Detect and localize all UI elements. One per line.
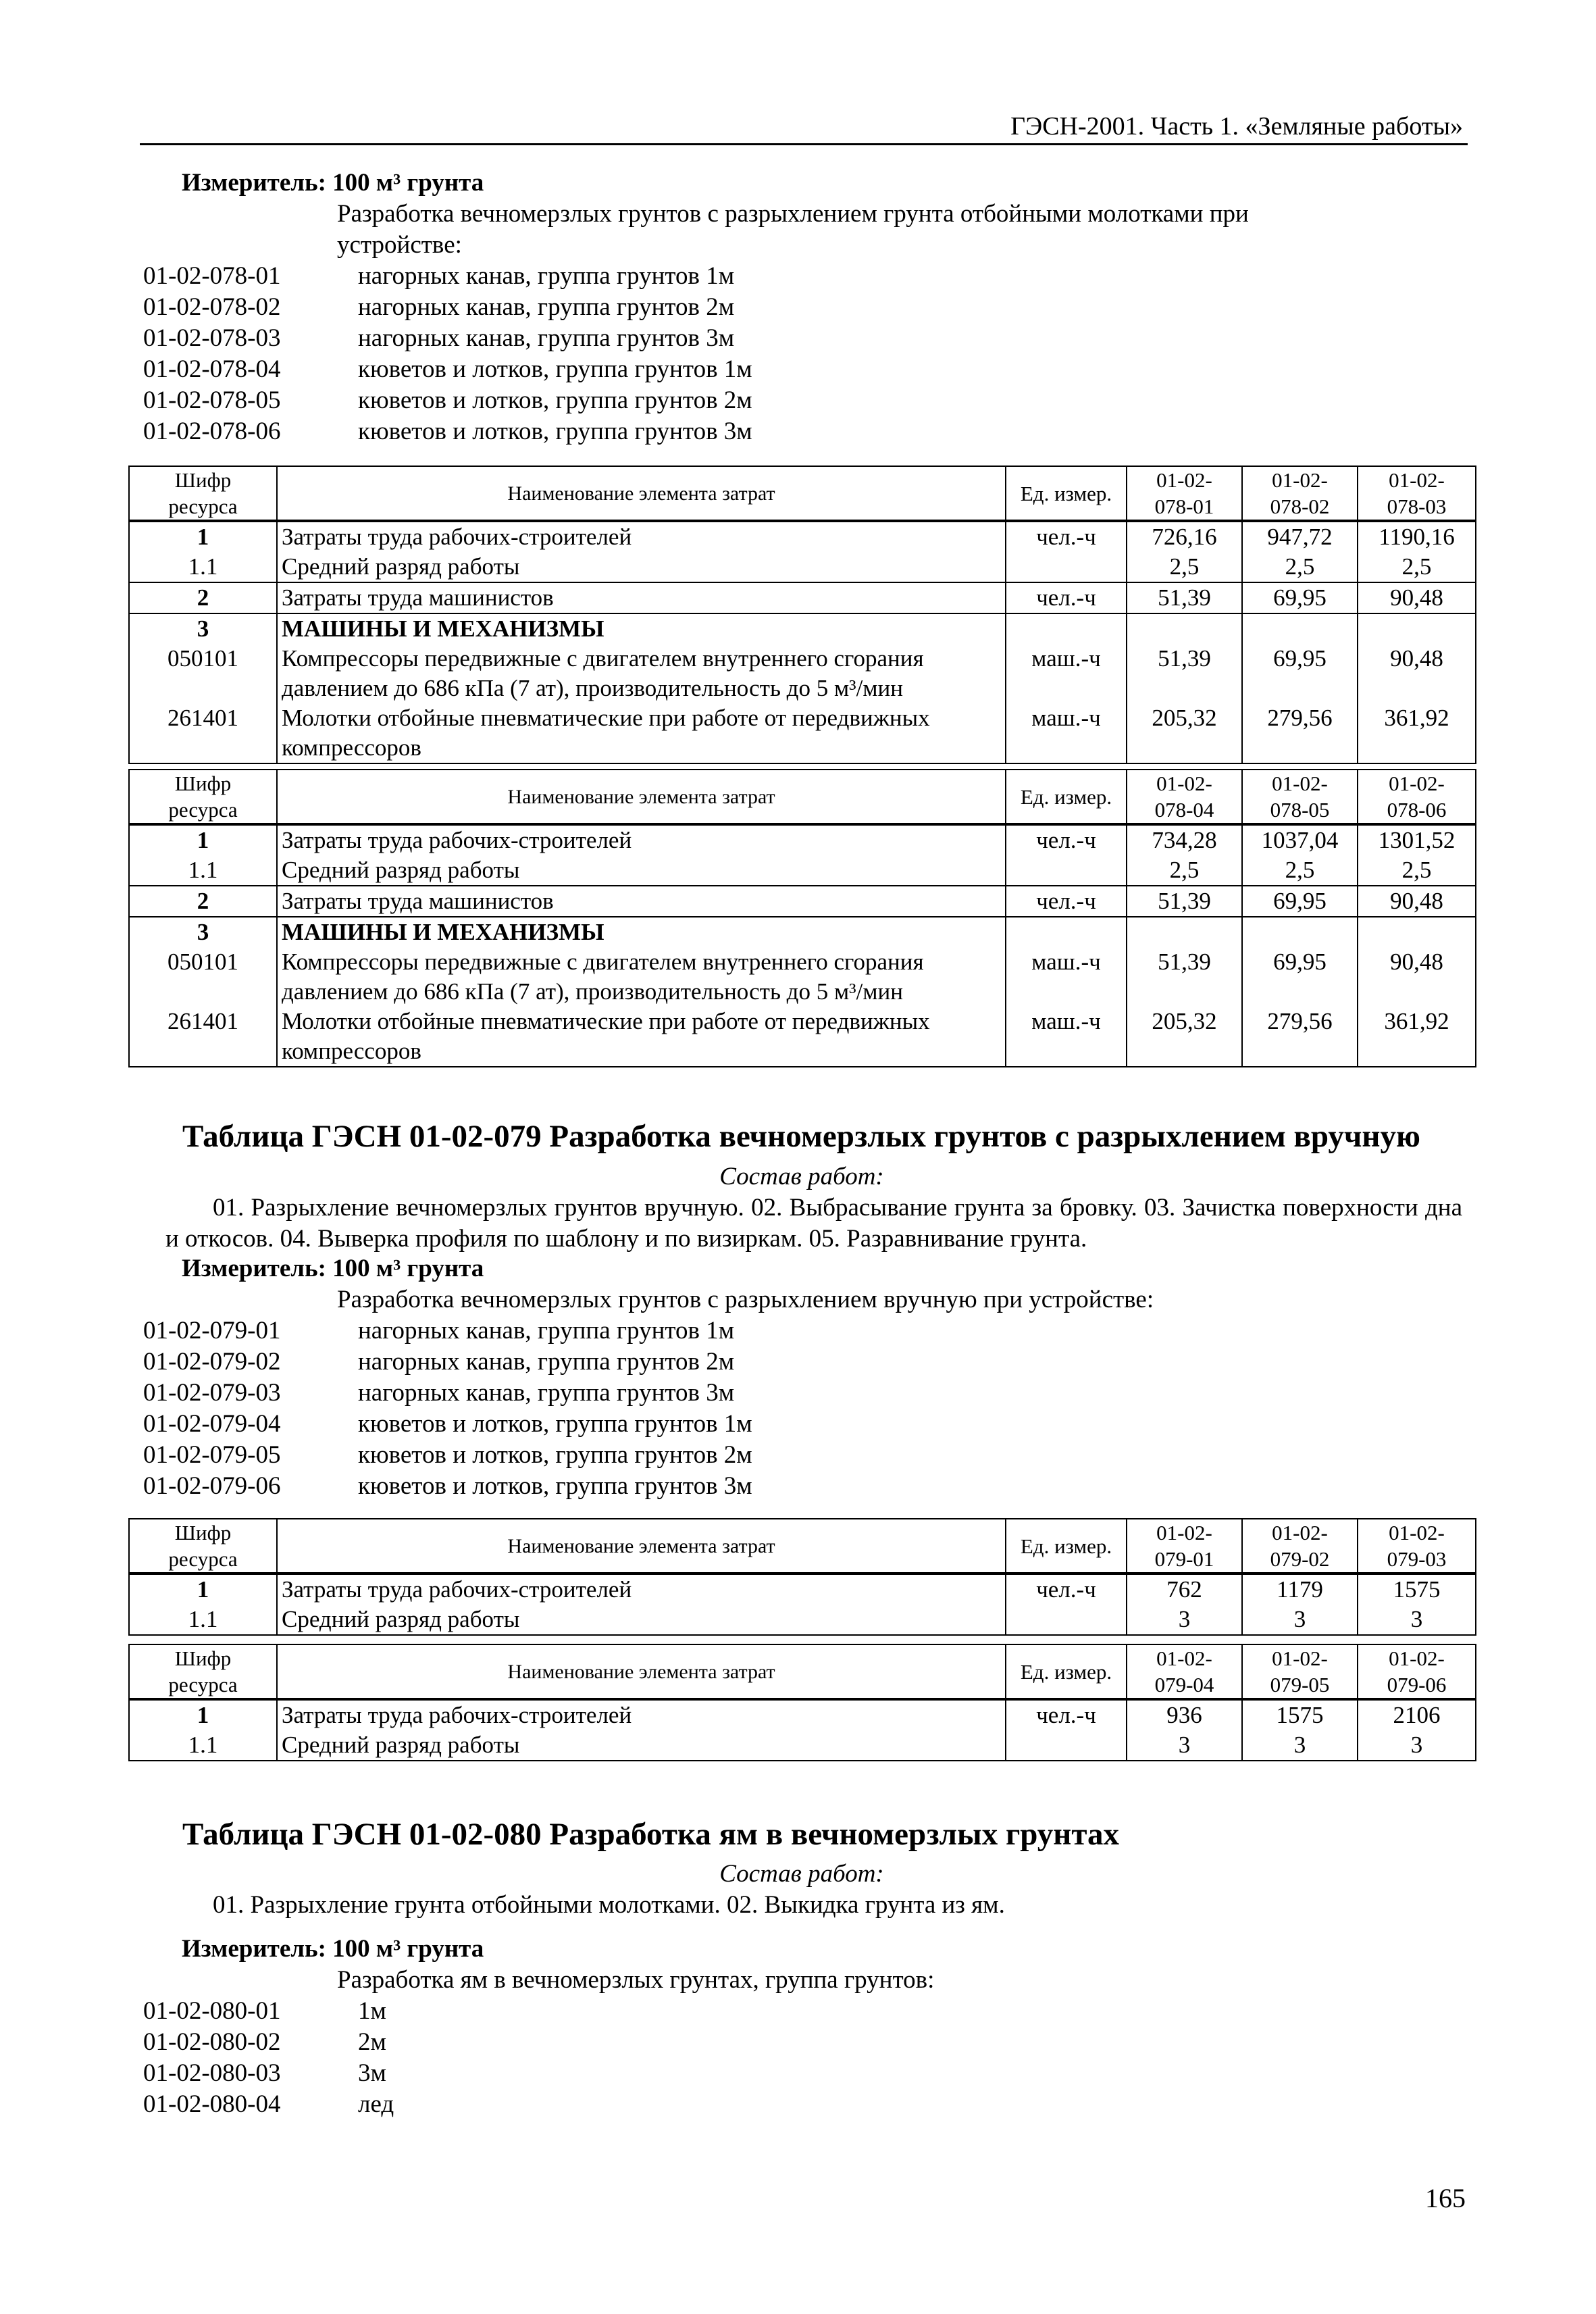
header-norm-code (1127, 1519, 1242, 1574)
header-code-line: ресурса (168, 1673, 238, 1696)
header-norm-code (1358, 770, 1476, 824)
table-079-title: Таблица ГЭСН 01-02-079 Разработка вечномерзлых грунтов с разрыхлением вручную (182, 1119, 1420, 1154)
value: 2,5 (1401, 857, 1432, 883)
item-description: кюветов и лотков, группа грунтов 2м (358, 1441, 752, 1469)
value: 2,5 (1169, 857, 1200, 883)
table-row-group (129, 1699, 1476, 1761)
resource-name: давлением до 686 кПа (7 ат), производительность до 5 м³/мин (282, 978, 903, 1005)
item-description: кюветов и лотков, группа грунтов 3м (358, 418, 752, 445)
resource-code: 1.1 (188, 553, 218, 580)
item-description: кюветов и лотков, группа грунтов 1м (358, 1410, 752, 1438)
value: 51,39 (1158, 584, 1211, 611)
value-cell (1242, 824, 1358, 886)
header-code-line: ресурса (168, 798, 238, 822)
resource-code-cell (129, 917, 277, 1067)
resource-name: компрессоров (282, 734, 421, 761)
resource-name: Молотки отбойные пневматические при работе от передвижных (282, 1008, 930, 1034)
table-header-row (129, 466, 1476, 521)
header-unit: Ед. измер. (1006, 770, 1127, 824)
value: 936 (1166, 1702, 1202, 1728)
works-079: 01. Разрыхление вечномерзлых грунтов вручную. 02. Выбрасывание грунта за бровку. 03. Зачистка поверхности дна и откосов. 04. Выверка профиля по шаблону и по визиркам. 05. Разравнивание грунта. (165, 1194, 1462, 1253)
value-cell (1242, 886, 1358, 917)
norm-code-line: 01-02- (1389, 772, 1445, 795)
value (1131, 1036, 1237, 1066)
header-code-line: ресурса (168, 495, 238, 518)
value: 90,48 (1390, 645, 1443, 672)
value: 361,92 (1384, 705, 1449, 731)
value: 734,28 (1152, 827, 1217, 853)
value-cell (1242, 582, 1358, 613)
resource-name: Затраты труда рабочих-строителей (282, 827, 632, 853)
header-name: Наименование элемента затрат (277, 770, 1006, 824)
value (1362, 977, 1471, 1007)
value-cell (1127, 824, 1242, 886)
resource-code: 1.1 (188, 1606, 218, 1632)
resource-code: 050101 (168, 949, 238, 975)
value-cell (1358, 886, 1476, 917)
table-row-group (129, 613, 1476, 763)
value (1362, 733, 1471, 763)
header-code (129, 1519, 277, 1574)
item-code: 01-02-079-03 (143, 1379, 281, 1407)
header-norm-code (1242, 466, 1358, 521)
norm-code-line: 01-02- (1272, 772, 1328, 795)
value-cell (1242, 1699, 1358, 1761)
resource-table (128, 769, 1476, 1067)
table-row-group (129, 917, 1476, 1067)
value: 69,95 (1273, 645, 1327, 672)
intro-line: Разработка вечномерзлых грунтов с разрыхлением грунта отбойными молотками при (337, 200, 1249, 228)
item-code: 01-02-078-03 (143, 324, 281, 352)
value (1362, 614, 1471, 644)
intro-line: Разработка вечномерзлых грунтов с разрыхлением вручную при устройстве: (337, 1286, 1154, 1313)
resource-code: 1 (197, 524, 209, 550)
value-cell (1358, 613, 1476, 763)
value-cell (1358, 1699, 1476, 1761)
header-code-line: Шифр (174, 1521, 232, 1544)
table-header-row (129, 770, 1476, 824)
resource-name-cell (277, 1699, 1006, 1761)
item-code: 01-02-080-01 (143, 1997, 281, 2025)
value-cell (1127, 917, 1242, 1067)
value (1247, 917, 1353, 947)
value: 3 (1178, 1606, 1191, 1632)
value (1247, 674, 1353, 703)
unit: чел.-ч (1036, 584, 1096, 611)
value-cell (1127, 1574, 1242, 1635)
resource-code: 1 (197, 1702, 209, 1728)
header-norm-code (1242, 1519, 1358, 1574)
unit-cell (1006, 582, 1127, 613)
norm-code-line: 01-02- (1272, 1646, 1328, 1670)
value-cell (1242, 613, 1358, 763)
header-code-line: Шифр (174, 772, 232, 795)
resource-code-cell (129, 521, 277, 582)
resource-code: 1 (197, 827, 209, 853)
item-code: 01-02-078-01 (143, 262, 281, 290)
resource-table (128, 466, 1476, 764)
resource-table (128, 1518, 1476, 1636)
item-code: 01-02-079-04 (143, 1410, 281, 1438)
value-cell (1127, 582, 1242, 613)
header-name: Наименование элемента затрат (277, 1519, 1006, 1574)
resource-name-cell (277, 1574, 1006, 1635)
value-cell (1127, 886, 1242, 917)
resource-code (134, 1036, 272, 1066)
item-code: 01-02-079-06 (143, 1472, 281, 1500)
header-code (129, 466, 277, 521)
resource-code: 3 (197, 615, 209, 642)
measure-label: Измеритель: 100 м³ грунта (182, 169, 484, 197)
unit (1010, 614, 1122, 644)
value: 361,92 (1384, 1008, 1449, 1034)
header-norm-code (1242, 770, 1358, 824)
resource-table (128, 1644, 1476, 1761)
item-code: 01-02-080-03 (143, 2059, 281, 2087)
norm-code-line: 01-02- (1272, 1521, 1328, 1544)
table-080-title: Таблица ГЭСН 01-02-080 Разработка ям в вечномерзлых грунтах (182, 1817, 1120, 1852)
norm-code-line: 078-06 (1387, 798, 1447, 822)
value: 1037,04 (1261, 827, 1339, 853)
unit-cell (1006, 886, 1127, 917)
value-cell (1127, 1699, 1242, 1761)
resource-name: Затраты труда машинистов (282, 584, 554, 611)
unit (1010, 674, 1122, 703)
resource-name: Средний разряд работы (282, 1732, 520, 1758)
table-row-group (129, 521, 1476, 582)
header-norm-code (1127, 466, 1242, 521)
value (1247, 733, 1353, 763)
item-description: кюветов и лотков, группа грунтов 3м (358, 1472, 752, 1500)
intro-line: устройстве: (337, 231, 462, 259)
measure-label: Измеритель: 100 м³ грунта (182, 1255, 484, 1282)
unit (1010, 552, 1122, 582)
resource-name: МАШИНЫ И МЕХАНИЗМЫ (282, 615, 604, 642)
item-code: 01-02-079-05 (143, 1441, 281, 1469)
resource-code-cell (129, 1699, 277, 1761)
value: 3 (1293, 1606, 1306, 1632)
value: 90,48 (1390, 584, 1443, 611)
resource-code-cell (129, 824, 277, 886)
value: 3 (1410, 1732, 1423, 1758)
item-code: 01-02-078-05 (143, 386, 281, 414)
table-header-row (129, 1644, 1476, 1699)
header-name: Наименование элемента затрат (277, 466, 1006, 521)
header-norm-code (1358, 466, 1476, 521)
resource-name: компрессоров (282, 1038, 421, 1064)
resource-name: Средний разряд работы (282, 857, 520, 883)
item-description: нагорных канав, группа грунтов 3м (358, 324, 735, 352)
norm-code-line: 01-02- (1156, 772, 1212, 795)
value: 2,5 (1285, 857, 1315, 883)
value: 3 (1410, 1606, 1423, 1632)
value (1131, 733, 1237, 763)
resource-name: Средний разряд работы (282, 1606, 520, 1632)
resource-code: 261401 (168, 1008, 238, 1034)
unit-cell (1006, 824, 1127, 886)
norm-code-line: 01-02- (1389, 1646, 1445, 1670)
resource-code: 1 (197, 1576, 209, 1603)
resource-name-cell (277, 917, 1006, 1067)
item-code: 01-02-080-04 (143, 2090, 281, 2118)
value (1247, 614, 1353, 644)
value: 2,5 (1169, 553, 1200, 580)
item-description: лед (358, 2090, 394, 2118)
intro-line: Разработка ям в вечномерзлых грунтах, группа грунтов: (337, 1966, 935, 1994)
value: 90,48 (1390, 888, 1443, 914)
header-rule (140, 143, 1468, 145)
value: 205,32 (1152, 705, 1217, 731)
resource-name: Молотки отбойные пневматические при работе от передвижных (282, 705, 930, 731)
resource-name: Компрессоры передвижные с двигателем внутреннего сгорания (282, 949, 924, 975)
unit (1010, 917, 1122, 947)
unit: чел.-ч (1036, 827, 1096, 853)
resource-name-cell (277, 824, 1006, 886)
header-unit: Ед. измер. (1006, 466, 1127, 521)
value (1131, 614, 1237, 644)
resource-code-cell (129, 582, 277, 613)
item-description: нагорных канав, группа грунтов 1м (358, 262, 735, 290)
resource-name: Компрессоры передвижные с двигателем внутреннего сгорания (282, 645, 924, 672)
unit-cell (1006, 917, 1127, 1067)
norm-code-line: 078-03 (1387, 495, 1447, 518)
table-row-group (129, 582, 1476, 613)
table-row-group (129, 1574, 1476, 1635)
resource-code (134, 733, 272, 763)
item-description: кюветов и лотков, группа грунтов 1м (358, 355, 752, 383)
works-label-080: Состав работ: (719, 1860, 884, 1888)
unit-cell (1006, 613, 1127, 763)
norm-code-line: 01-02- (1156, 1521, 1212, 1544)
item-description: 3м (358, 2059, 386, 2087)
value (1362, 674, 1471, 703)
value: 205,32 (1152, 1008, 1217, 1034)
header-norm-code (1127, 1644, 1242, 1699)
unit (1010, 1036, 1122, 1066)
value-cell (1127, 613, 1242, 763)
resource-code: 1.1 (188, 1732, 218, 1758)
measure-label: Измеритель: 100 м³ грунта (182, 1935, 484, 1963)
resource-name: Затраты труда рабочих-строителей (282, 1576, 632, 1603)
norm-code-line: 079-03 (1387, 1547, 1447, 1571)
unit (1010, 1605, 1122, 1634)
running-header: ГЭСН-2001. Часть 1. «Земляные работы» (1010, 112, 1463, 141)
header-norm-code (1358, 1519, 1476, 1574)
header-code (129, 1644, 277, 1699)
value-cell (1358, 1574, 1476, 1635)
resource-code: 2 (197, 888, 209, 914)
resource-code: 2 (197, 584, 209, 611)
norm-code-line: 01-02- (1389, 468, 1445, 492)
value: 69,95 (1273, 584, 1327, 611)
header-norm-code (1127, 770, 1242, 824)
header-norm-code (1358, 1644, 1476, 1699)
unit-cell (1006, 521, 1127, 582)
norm-code-line: 079-05 (1270, 1673, 1330, 1696)
resource-code (134, 674, 272, 703)
unit: маш.-ч (1031, 645, 1101, 672)
value: 2,5 (1285, 553, 1315, 580)
unit (1010, 977, 1122, 1007)
unit: маш.-ч (1031, 949, 1101, 975)
resource-code: 1.1 (188, 857, 218, 883)
unit-cell (1006, 1699, 1127, 1761)
item-description: нагорных канав, группа грунтов 1м (358, 1317, 735, 1344)
value: 947,72 (1267, 524, 1333, 550)
value (1247, 1036, 1353, 1066)
item-description: 2м (358, 2028, 386, 2056)
value (1362, 917, 1471, 947)
value-cell (1242, 521, 1358, 582)
norm-code-line: 079-04 (1154, 1673, 1214, 1696)
works-label-079: Состав работ: (719, 1163, 884, 1190)
norm-code-line: 079-01 (1154, 1547, 1214, 1571)
unit (1010, 1730, 1122, 1760)
unit: маш.-ч (1031, 1008, 1101, 1034)
value: 69,95 (1273, 949, 1327, 975)
value: 51,39 (1158, 888, 1211, 914)
value: 2,5 (1401, 553, 1432, 580)
header-code-line: Шифр (174, 1646, 232, 1670)
norm-code-line: 079-02 (1270, 1547, 1330, 1571)
value: 1575 (1393, 1576, 1441, 1603)
value: 1575 (1276, 1702, 1324, 1728)
header-code (129, 770, 277, 824)
norm-code-line: 01-02- (1156, 468, 1212, 492)
value-cell (1358, 521, 1476, 582)
norm-code-line: 01-02- (1389, 1521, 1445, 1544)
item-code: 01-02-079-02 (143, 1348, 281, 1376)
norm-code-line: 01-02- (1156, 1646, 1212, 1670)
value-cell (1358, 824, 1476, 886)
value (1131, 977, 1237, 1007)
unit: чел.-ч (1036, 888, 1096, 914)
value-cell (1127, 521, 1242, 582)
value (1362, 1036, 1471, 1066)
value: 2106 (1393, 1702, 1441, 1728)
resource-name: давлением до 686 кПа (7 ат), производительность до 5 м³/мин (282, 675, 903, 701)
item-description: нагорных канав, группа грунтов 2м (358, 293, 735, 321)
resource-code-cell (129, 1574, 277, 1635)
header-norm-code (1242, 1644, 1358, 1699)
value (1131, 674, 1237, 703)
norm-code-line: 078-04 (1154, 798, 1214, 822)
unit-cell (1006, 1574, 1127, 1635)
resource-name-cell (277, 886, 1006, 917)
norm-code-line: 01-02- (1272, 468, 1328, 492)
value: 1179 (1277, 1576, 1323, 1603)
item-description: нагорных канав, группа грунтов 2м (358, 1348, 735, 1376)
header-name: Наименование элемента затрат (277, 1644, 1006, 1699)
resource-name-cell (277, 582, 1006, 613)
resource-name-cell (277, 613, 1006, 763)
value: 51,39 (1158, 949, 1211, 975)
value: 762 (1166, 1576, 1202, 1603)
unit: маш.-ч (1031, 705, 1101, 731)
item-description: кюветов и лотков, группа грунтов 2м (358, 386, 752, 414)
resource-name-cell (277, 521, 1006, 582)
value-cell (1242, 1574, 1358, 1635)
resource-code: 050101 (168, 645, 238, 672)
header-unit: Ед. измер. (1006, 1644, 1127, 1699)
resource-name: Затраты труда машинистов (282, 888, 554, 914)
value-cell (1242, 917, 1358, 1067)
page-number: 165 (1425, 2183, 1466, 2213)
value: 3 (1178, 1732, 1191, 1758)
value-cell (1358, 917, 1476, 1067)
resource-code: 3 (197, 919, 209, 945)
table-row-group (129, 886, 1476, 917)
resource-name: Средний разряд работы (282, 553, 520, 580)
unit (1010, 855, 1122, 885)
resource-code: 261401 (168, 705, 238, 731)
value-cell (1358, 582, 1476, 613)
item-code: 01-02-078-04 (143, 355, 281, 383)
resource-code (134, 977, 272, 1007)
norm-code-line: 078-01 (1154, 495, 1214, 518)
item-code: 01-02-079-01 (143, 1317, 281, 1344)
table-header-row (129, 1519, 1476, 1574)
unit: чел.-ч (1036, 1576, 1096, 1603)
item-code: 01-02-078-06 (143, 418, 281, 445)
norm-code-line: 078-05 (1270, 798, 1330, 822)
norm-code-line: 079-06 (1387, 1673, 1447, 1696)
value: 1190,16 (1379, 524, 1455, 550)
unit: чел.-ч (1036, 1702, 1096, 1728)
value: 726,16 (1152, 524, 1217, 550)
item-description: нагорных канав, группа грунтов 3м (358, 1379, 735, 1407)
value: 3 (1293, 1732, 1306, 1758)
unit: чел.-ч (1036, 524, 1096, 550)
unit (1010, 733, 1122, 763)
resource-name: МАШИНЫ И МЕХАНИЗМЫ (282, 919, 604, 945)
resource-code-cell (129, 886, 277, 917)
value: 51,39 (1158, 645, 1211, 672)
value: 1301,52 (1378, 827, 1456, 853)
table-row-group (129, 824, 1476, 886)
value: 90,48 (1390, 949, 1443, 975)
item-code: 01-02-080-02 (143, 2028, 281, 2056)
resource-name: Затраты труда рабочих-строителей (282, 524, 632, 550)
resource-name: Затраты труда рабочих-строителей (282, 1702, 632, 1728)
header-unit: Ед. измер. (1006, 1519, 1127, 1574)
value: 279,56 (1267, 705, 1333, 731)
norm-code-line: 078-02 (1270, 495, 1330, 518)
works-080: 01. Разрыхление грунта отбойными молотками. 02. Выкидка грунта из ям. (213, 1891, 1005, 1919)
resource-code-cell (129, 613, 277, 763)
header-code-line: Шифр (174, 468, 232, 492)
header-code-line: ресурса (168, 1547, 238, 1571)
value: 69,95 (1273, 888, 1327, 914)
item-code: 01-02-078-02 (143, 293, 281, 321)
item-description: 1м (358, 1997, 386, 2025)
value: 279,56 (1267, 1008, 1333, 1034)
value (1247, 977, 1353, 1007)
value (1131, 917, 1237, 947)
